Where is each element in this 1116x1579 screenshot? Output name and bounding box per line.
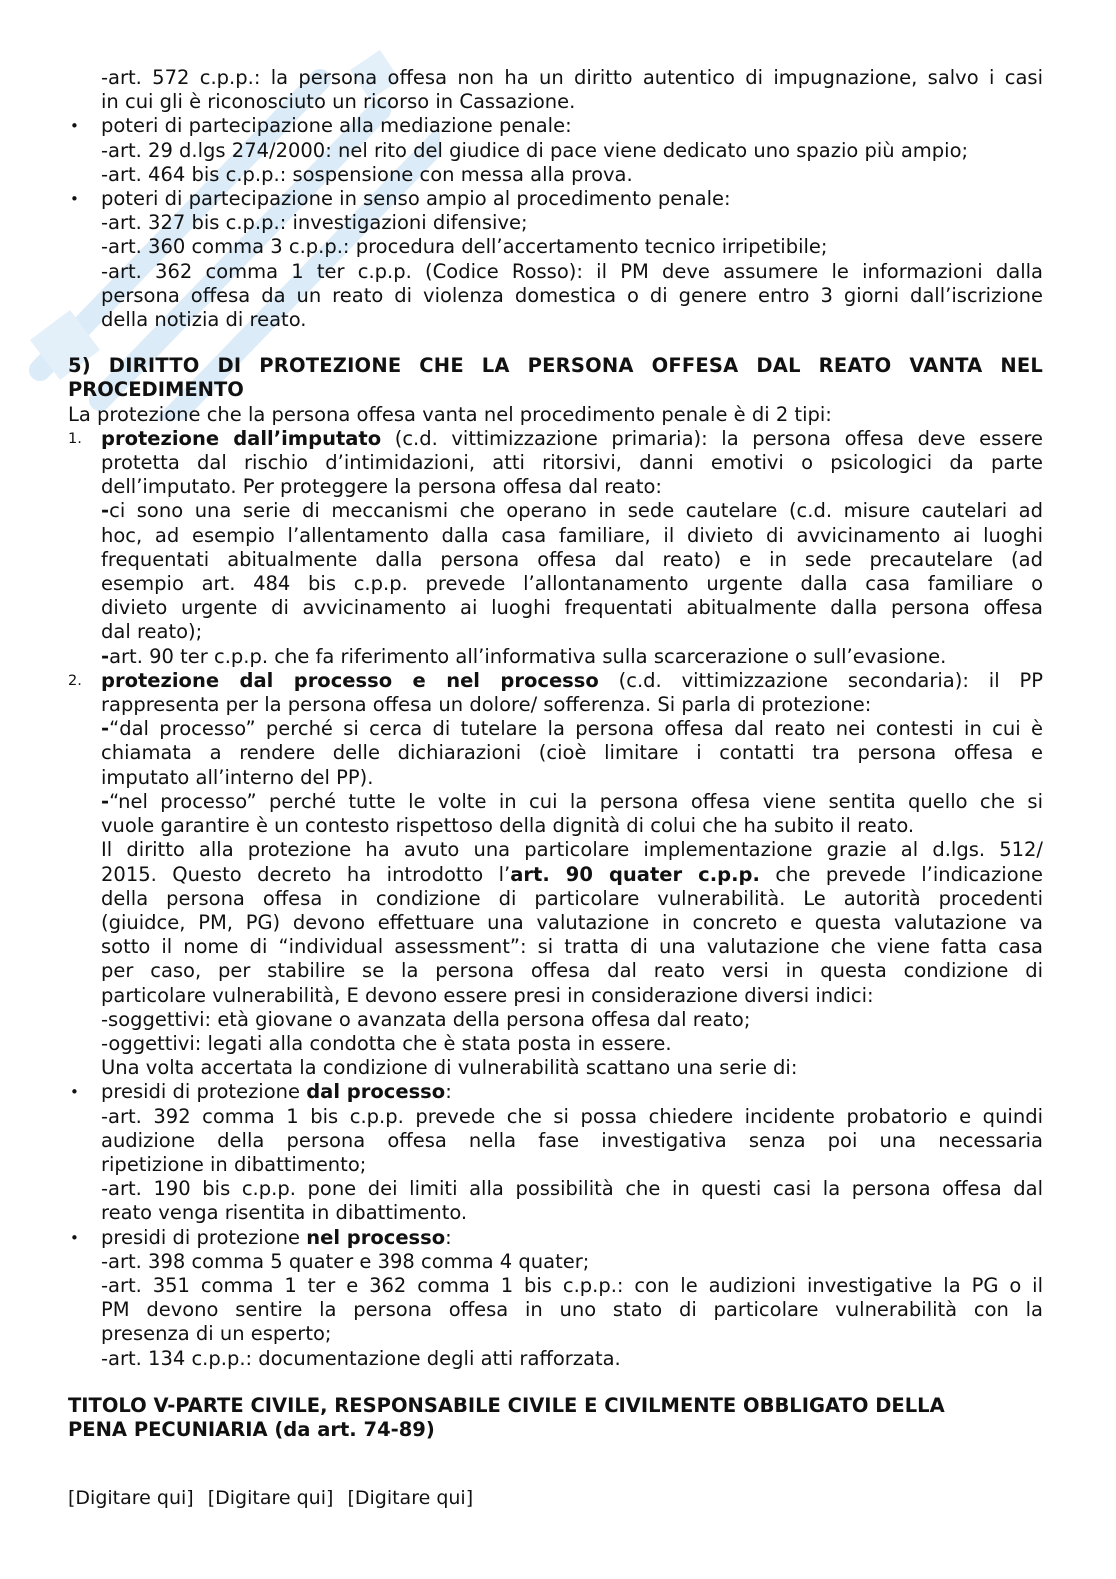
section-5-heading: 5) DIRITTO DI PROTEZIONE CHE LA PERSONA OFFESA DAL REATO VANTA NEL PROCEDIMENTO — [68, 354, 1043, 402]
bullet-nel-processo: • presidi di protezione nel processo: -art. 398 comma 5 quater e 398 comma 4 quater; -art. 351 comma 1 ter e 362 comma 1 bis c.p.p.: con le audizioni investigative la PG o il PM devono sentire la persona offesa in uno stato di particolare vulnerabilità con la presenza di un esperto; -art. 134 c.p.p.: documentazione degli atti rafforzata. — [70, 1225, 1043, 1370]
bullet-marker: • — [70, 190, 79, 209]
list-number: 1. — [68, 430, 82, 447]
section-5-intro: La protezione che la persona offesa vanta nel procedimento penale è di 2 tipi: — [68, 402, 832, 426]
list-number: 2. — [68, 672, 82, 689]
bullet-senso-ampio: • poteri di partecipazione in senso ampio al procedimento penale: -art. 327 bis c.p.p.: investigazioni difensive; -art. 360 comma 3 c.p.p.: procedura dell’accertamento tecnico irripetibile; -art. 362 comma 1 ter c.p.p. (Codice Rosso): il PM deve assumere le informazioni dalla persona offesa da un reato di violenza domestica o di genere entro 3 giorni dall’iscrizione della notizia di reato. — [70, 187, 1043, 332]
footer-placeholder-1[interactable]: [Digitare qui] — [68, 1487, 194, 1509]
bullet-marker: • — [70, 1083, 79, 1102]
footer-placeholder-2[interactable]: [Digitare qui] — [207, 1487, 334, 1509]
list-item-2: 2. protezione dal processo e nel processo (c.d. vittimizzazione secondaria): il PP rappresenta per la persona offesa un dolore/ sofferenza. Si parla di protezione: -“dal processo” perché si cerca di tutelare la persona offesa dal reato nei contesti in cui è chiamata a rendere delle dichiarazioni (cioè limitare i contatti tra persona offesa e imputato all’interno del PP). -“nel processo” perché tutte le volte in cui la persona offesa viene sentita quello che si vuole garantire è un contesto rispettoso della dignità di colui che ha subito il reato. Il diritto alla protezione ha avuto una particolare implementazione grazie al d.lgs. 512/ 2015. Questo decreto ha introdotto l’art. 90 quater c.p.p. che prevede l’indicazione della persona offesa in condizione di particolare vulnerabilità. Le autorità procedenti (giuidce, PM, PG) devono effettuare una valutazione in concreto e questa valutazione va sotto il nome di “individual assessment”: si tratta di una valutazione che viene fatta casa per caso, per stabilire se la persona offesa dal reato versi in questa condizione di particolare vulnerabilità, E devono essere presi in considerazione diversi indici: -soggettivi: età giovane o avanzata della persona offesa dal reato; -oggettivi: legati alla condotta che è stata posta in essere. Una volta accertata la condizione di vulnerabilità scattano una serie di: — [68, 668, 1043, 1080]
bullet-dal-processo: • presidi di protezione dal processo: -art. 392 comma 1 bis c.p.p. prevede che si possa chiedere incidente probatorio e quindi audizione della persona offesa nella fase investigativa senza poi una necessaria ripetizione in dibattimento; -art. 190 bis c.p.p. pone dei limiti alla possibilità che in questi casi la persona offesa dal reato venga risentita in dibattimento. — [70, 1080, 1043, 1225]
bullet-mediazione: • poteri di partecipazione alla mediazione penale: -art. 29 d.lgs 274/2000: nel rito del giudice di pace viene dedicato uno spazio più ampio; -art. 464 bis c.p.p.: sospensione con messa alla prova. — [70, 114, 969, 186]
footer-placeholder-3[interactable]: [Digitare qui] — [347, 1487, 474, 1509]
bullet-marker: • — [70, 117, 79, 136]
document-page — [68, 66, 1043, 1442]
page-footer — [68, 1486, 481, 1510]
list-item-1: 1. protezione dall’imputato (c.d. vittimizzazione primaria): la persona offesa deve essere protetta dal rischio d’intimidazioni, atti ritorsivi, danni emotivi o psicologici da parte dell’imputato. Per proteggere la persona offesa dal reato: -ci sono una serie di meccanismi che operano in sede cautelare (c.d. misure cautelari ad hoc, ad esempio l’allentamento dalla casa familiare, il divieto di avvicinamento ai luoghi frequentati abitualmente dalla persona offesa dal reato) e in sede precautelare (ad esempio art. 484 bis c.p.p. prevede l’allontanamento urgente dalla casa familiare o divieto urgente di avvicinamento ai luoghi frequentati abitualmente dalla persona offesa dal reato); -art. 90 ter c.p.p. che fa riferimento all’informativa sulla scarcerazione o sull’evasione. — [68, 426, 1043, 668]
paragraph-art-572: -art. 572 c.p.p.: la persona offesa non ha un diritto autentico di impugnazione, salvo i casi in cui gli è riconosciuto un ricorso in Cassazione. — [101, 66, 1043, 114]
titolo-v-heading: TITOLO V-PARTE CIVILE, RESPONSABILE CIVILE E CIVILMENTE OBBLIGATO DELLA PENA PECUNIARIA (da art. 74-89) — [68, 1393, 945, 1441]
bullet-marker: • — [70, 1228, 79, 1247]
